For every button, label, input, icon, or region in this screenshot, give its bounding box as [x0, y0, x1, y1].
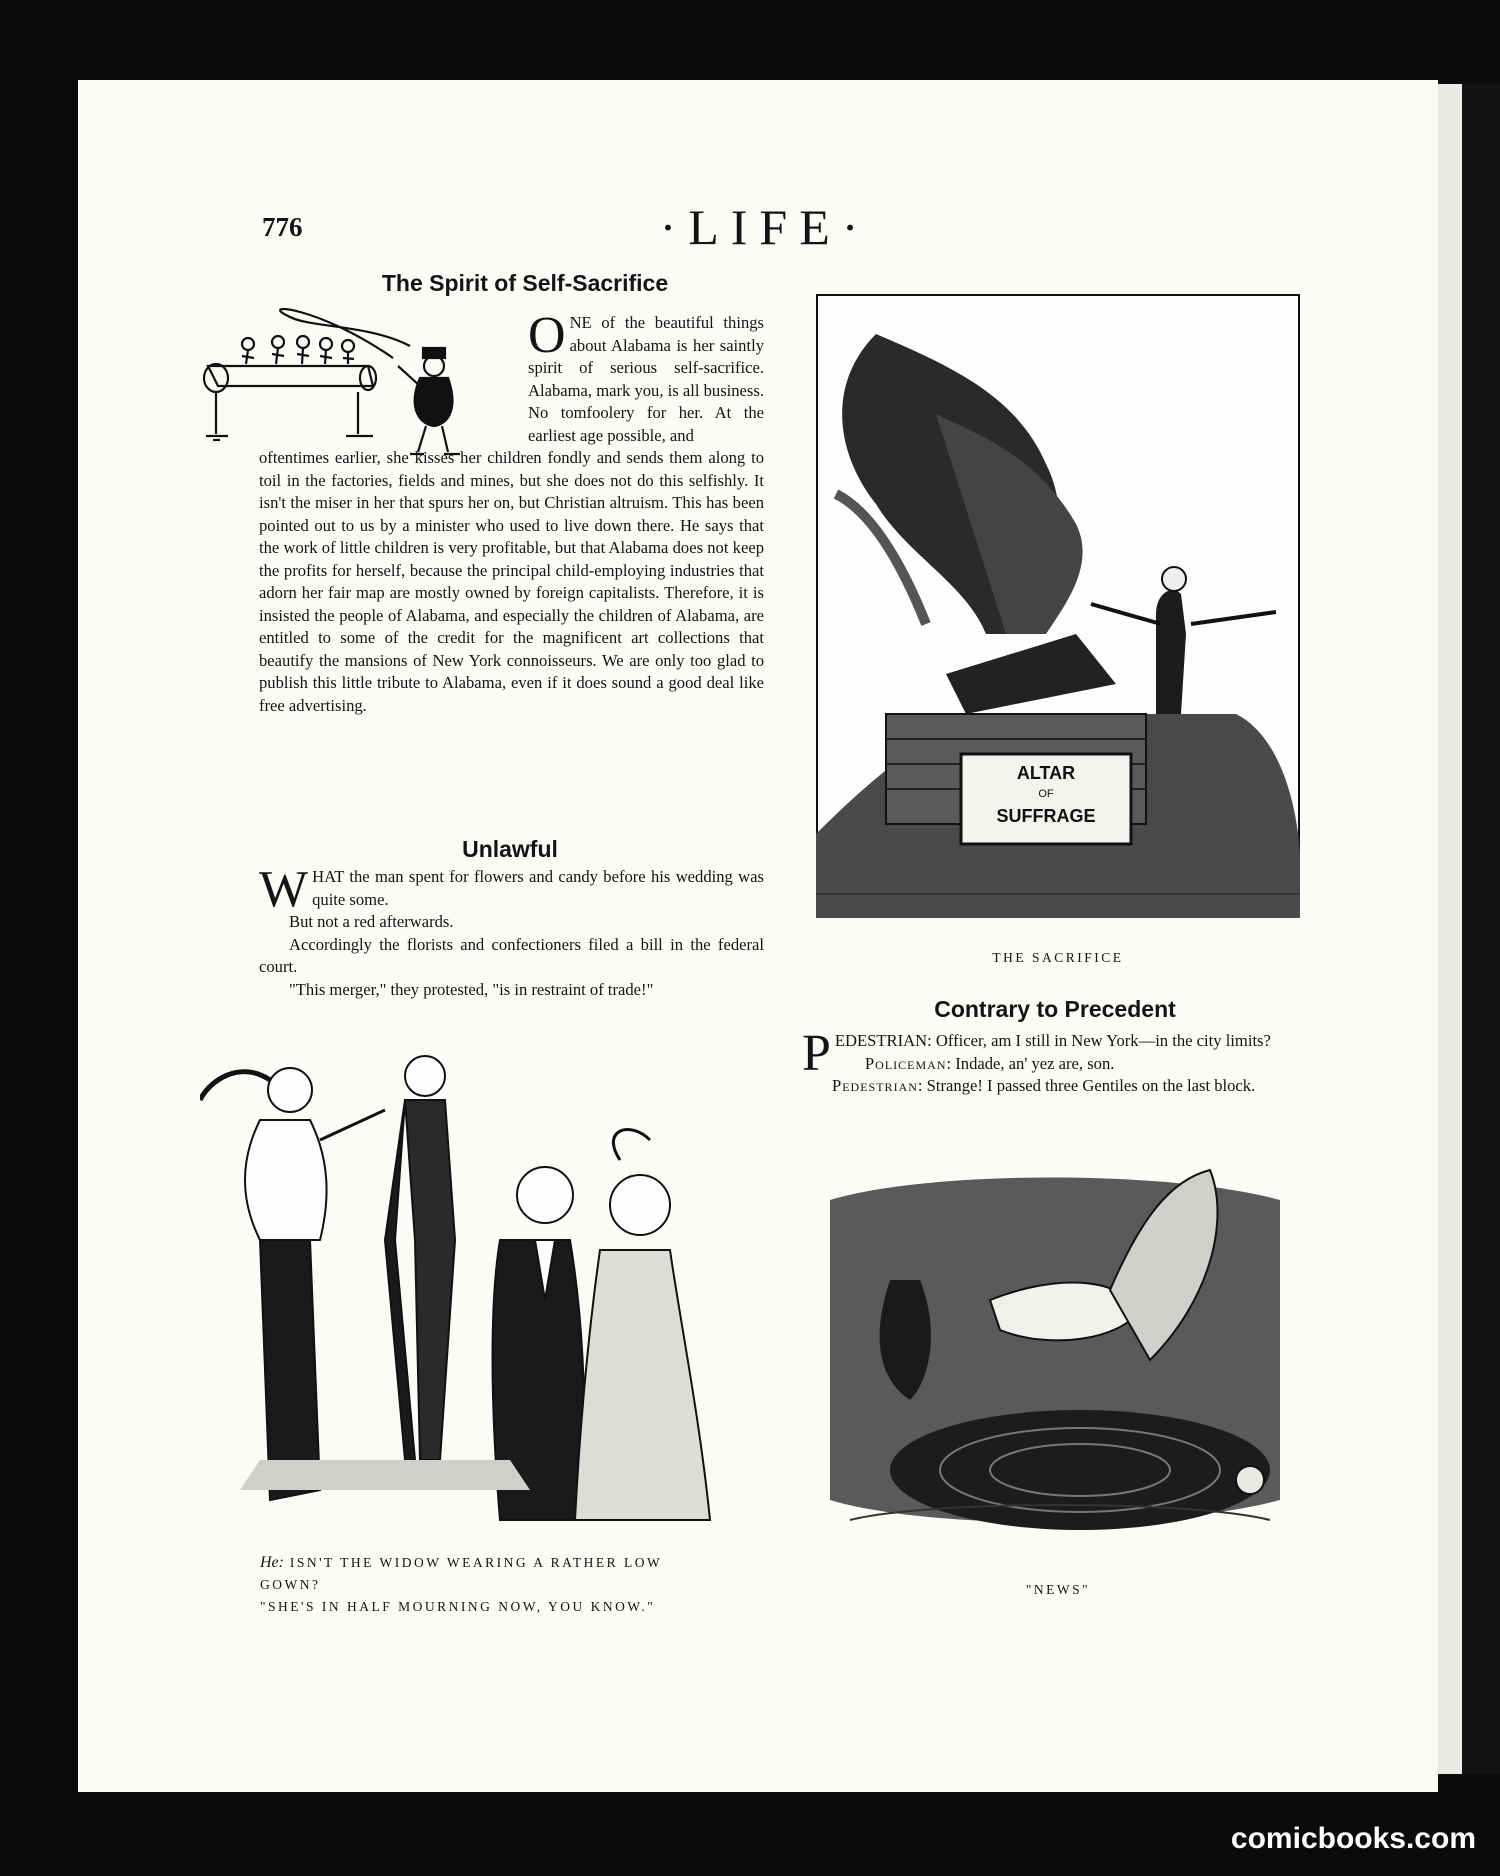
sacrifice-illustration — [816, 294, 1300, 918]
precedent-body — [802, 1025, 1306, 1098]
page-gutter-shadow — [1462, 84, 1500, 1774]
spirit-body — [528, 307, 764, 447]
altar-sign-line1: ALTAR — [1016, 763, 1076, 783]
widow-caption-line2: "SHE'S IN HALF MOURNING NOW, YOU KNOW." — [260, 1599, 656, 1614]
precedent-line2: : Indade, an' yez are, son. — [946, 1053, 1115, 1073]
widow-caption-he: He: — [260, 1554, 284, 1571]
watermark: comicbooks.com — [1230, 1822, 1476, 1855]
precedent-title: Contrary to Precedent — [934, 996, 1176, 1022]
altar-sign-line2: OF — [1038, 788, 1054, 800]
altar-sign-line3: SUFFRAGE — [996, 806, 1096, 826]
unlawful-p4: "This merger," they protested, "is in restraint of trade!" — [289, 979, 654, 999]
spirit-text-continued: oftentimes earlier, she kisses her children fondly and sends them along to toil in the factories, fields and mines, but she does not do this selfishly. It isn't the miser in her that spurs her on, but Christian altruism. This has been pointed out to us by a minister who used to live down there. He says that the work of little children is very profitable, but that Alabama does not keep the profits for herself, because the principal child-employing industries that adorn her fair map are mostly owned by foreign capitalists. Therefore, it is insisted the people of Alabama, and especially the children of Alabama, are entitled to some of the credit for the magnificent art collections that beautify the mansions of New York connoisseurs. We are only too glad to publish this little tribute to Alabama, even if it does sound a good deal like free advertising. — [259, 448, 764, 715]
page-number: 776 — [262, 212, 303, 242]
precedent-speaker3: Pedestrian — [832, 1076, 918, 1095]
widow-caption-line1: ISN'T THE WIDOW WEARING A RATHER LOW GOWN? — [260, 1555, 663, 1592]
unlawful-p1: HAT the man spent for flowers and candy before his wedding was quite some. — [312, 867, 764, 909]
precedent-line1: EDESTRIAN: Officer, am I still in New York—in the city limits? — [834, 1031, 1271, 1050]
facing-page-edge — [1438, 84, 1462, 1774]
news-caption: "NEWS" — [1025, 1582, 1091, 1597]
spirit-body-spacer — [259, 447, 764, 717]
masthead: ·LIFE· — [659, 199, 871, 255]
widow-cartoon — [200, 1040, 760, 1530]
spirit-dropcap: O — [528, 307, 566, 364]
sacrifice-caption: THE SACRIFICE — [992, 950, 1124, 965]
child-labor-cartoon — [198, 306, 518, 462]
widow-caption — [260, 1552, 720, 1618]
unlawful-title: Unlawful — [462, 836, 558, 862]
unlawful-body — [259, 861, 764, 1001]
news-illustration — [810, 1160, 1294, 1540]
precedent-line3: : Strange! I passed three Gentiles on the last block. — [917, 1076, 1256, 1095]
spirit-title: The Spirit of Self-Sacrifice — [381, 270, 669, 296]
unlawful-p2: But not a red afterwards. — [289, 912, 454, 931]
unlawful-p3: Accordingly the florists and confectioners filed a bill in the federal court. — [259, 934, 764, 976]
precedent-speaker2: Policeman — [864, 1053, 947, 1073]
precedent-dropcap: P — [802, 1025, 831, 1082]
spirit-text: NE of the beautiful things about Alabama is her saintly spirit of serious self-sacrifice. Alabama, mark you, is all business. No tomfoolery for her. At the earliest age possible, and — [528, 313, 764, 445]
unlawful-dropcap: W — [259, 861, 309, 918]
